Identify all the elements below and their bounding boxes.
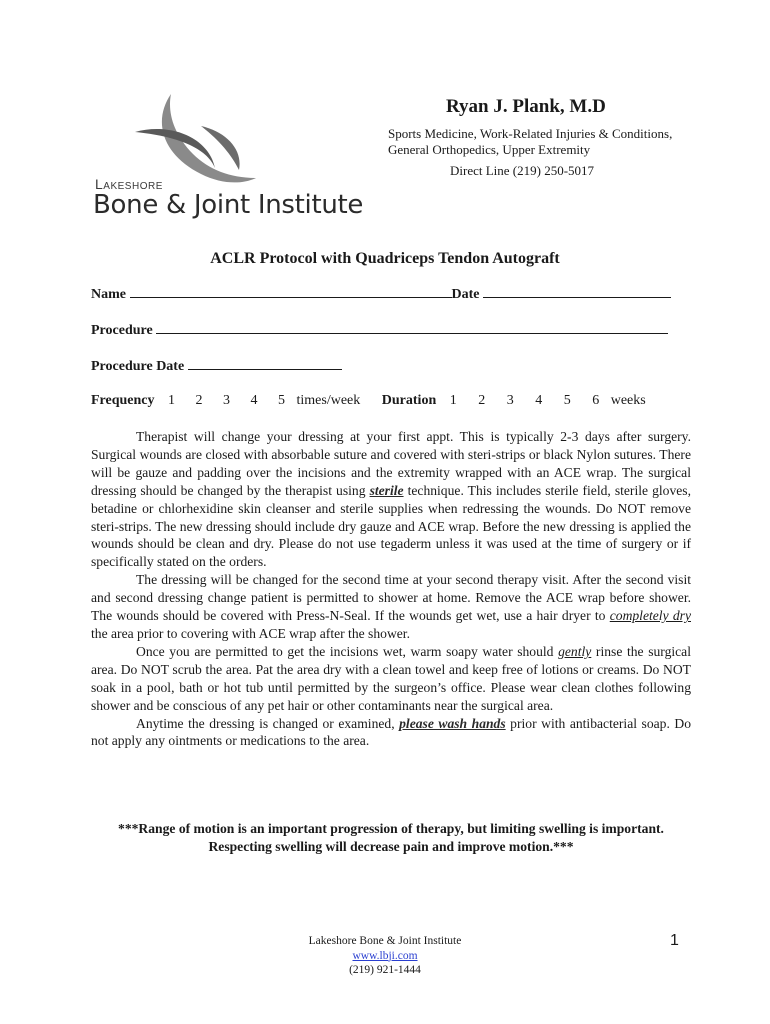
procedure-field[interactable]: [156, 321, 668, 334]
procedure-date-label: Procedure Date: [91, 359, 185, 374]
duration-option[interactable]: 2: [478, 393, 486, 408]
duration-option[interactable]: 6: [592, 393, 600, 408]
instructions-body: [91, 428, 691, 750]
duration-option[interactable]: 3: [506, 393, 514, 408]
frequency-option[interactable]: 3: [223, 393, 231, 408]
swelling-note: ***Range of motion is an important progression of therapy, but limiting swelling is important. Respecting swelling will decrease pain and improve motion.***: [118, 821, 664, 854]
doctor-name: Ryan J. Plank, M.D: [446, 96, 606, 117]
footer-phone: (219) 921-1444: [349, 964, 421, 976]
procedure-row: [91, 321, 668, 339]
duration-option[interactable]: 1: [449, 393, 457, 408]
procedure-date-row: [91, 357, 342, 375]
paragraph-text: Therapist will change your dressing at your first appt. This is typically 2-3 days after surgery. Surgical wounds are closed with absorbable suture and covered with steri-strips or black Nylon sutures. There will be gauze and padding over the incisions and the extremity wrapped with an ACE wrap. The surgical dressing should be changed by the therapist using: [91, 429, 691, 498]
procedure-date-field[interactable]: [188, 357, 342, 370]
logo-lakeshore-text: Lakeshore: [95, 176, 163, 192]
lakeshore-logo: [93, 92, 373, 227]
frequency-options: [158, 393, 364, 408]
paragraph-text: Once you are permitted to get the incisions wet, warm soapy water should: [136, 643, 559, 659]
procedure-label: Procedure: [91, 323, 153, 338]
name-label: Name: [91, 287, 126, 302]
duration-options: [440, 393, 646, 408]
paragraph-text: rinse the surgical area. Do NOT scrub the area. Pat the area dry with a clean towel and keep free of lotions or creams. Do NOT soak in a pool, bath or hot tub until permitted by the surgeon’s office. Please wear clean clothes following shower and be conscious of any pet hair or other contaminants near the surgical area.: [91, 643, 691, 713]
emphasis-sterile: sterile: [369, 482, 404, 498]
specialty-text: [388, 126, 718, 158]
paragraph-second-dressing: [91, 571, 691, 643]
duration-option[interactable]: 4: [535, 393, 543, 408]
paragraph-text: the area prior to covering with ACE wrap after the shower.: [91, 625, 410, 641]
frequency-option[interactable]: 5: [278, 393, 286, 408]
frequency-unit: times/week: [296, 393, 361, 408]
paragraph-washing: [91, 643, 691, 715]
name-field[interactable]: [130, 285, 452, 298]
frequency-option[interactable]: 4: [250, 393, 258, 408]
emphasis-gently: gently: [558, 643, 592, 659]
direct-line: Direct Line (219) 250-5017: [450, 163, 595, 178]
specialty-line-1: Sports Medicine, Work-Related Injuries & Conditions,: [388, 126, 673, 141]
page-footer: [0, 934, 770, 978]
duration-label: Duration: [381, 393, 437, 408]
footer-website-link[interactable]: www.lbji.com: [352, 949, 418, 962]
paragraph-text: The dressing will be changed for the second time at your second therapy visit. After the second visit and second dressing change patient is permitted to shower at home. Remove the ACE wrap before shower. The wounds should be covered with Press-N-Seal. If the wounds get wet, use a hair dryer to: [91, 572, 691, 624]
page-number: 1: [670, 932, 679, 949]
footer-org: Lakeshore Bone & Joint Institute: [308, 935, 462, 947]
frequency-duration-row: [91, 393, 646, 409]
name-date-row: [91, 285, 671, 303]
date-field[interactable]: [483, 285, 671, 298]
paragraph-text: prior with antibacterial soap. Do not apply any ointments or medications to the area.: [91, 715, 691, 749]
duration-unit: weeks: [610, 393, 646, 408]
paragraph-text: technique. This includes sterile field, sterile gloves, betadine or chlorhexidine skin cleanser and sterile supplies when redressing the wounds. Do NOT remove steri-strips. The new dressing should include dry gauze and ACE wrap. Before the new dressing is applied the wounds should be clean and dry. Please do not use tegaderm unless it was used at the time of surgery or if specifically stated on the orders.: [91, 482, 691, 570]
paragraph-hand-washing: [91, 715, 691, 751]
emphasis-wash-hands: please wash hands: [399, 715, 506, 731]
date-label: Date: [451, 287, 480, 302]
specialty-line-2: General Orthopedics, Upper Extremity: [388, 142, 591, 157]
duration-option[interactable]: 5: [563, 393, 571, 408]
document-title: ACLR Protocol with Quadriceps Tendon Autograft: [210, 250, 560, 267]
frequency-option[interactable]: 1: [168, 393, 176, 408]
paragraph-dressing: [91, 428, 691, 571]
logo-institute-text: Bone & Joint Institute: [93, 190, 364, 220]
frequency-label: Frequency: [91, 393, 155, 408]
emphasis-completely-dry: completely dry: [609, 608, 691, 624]
paragraph-text: Anytime the dressing is changed or examined,: [136, 715, 400, 731]
frequency-option[interactable]: 2: [195, 393, 203, 408]
